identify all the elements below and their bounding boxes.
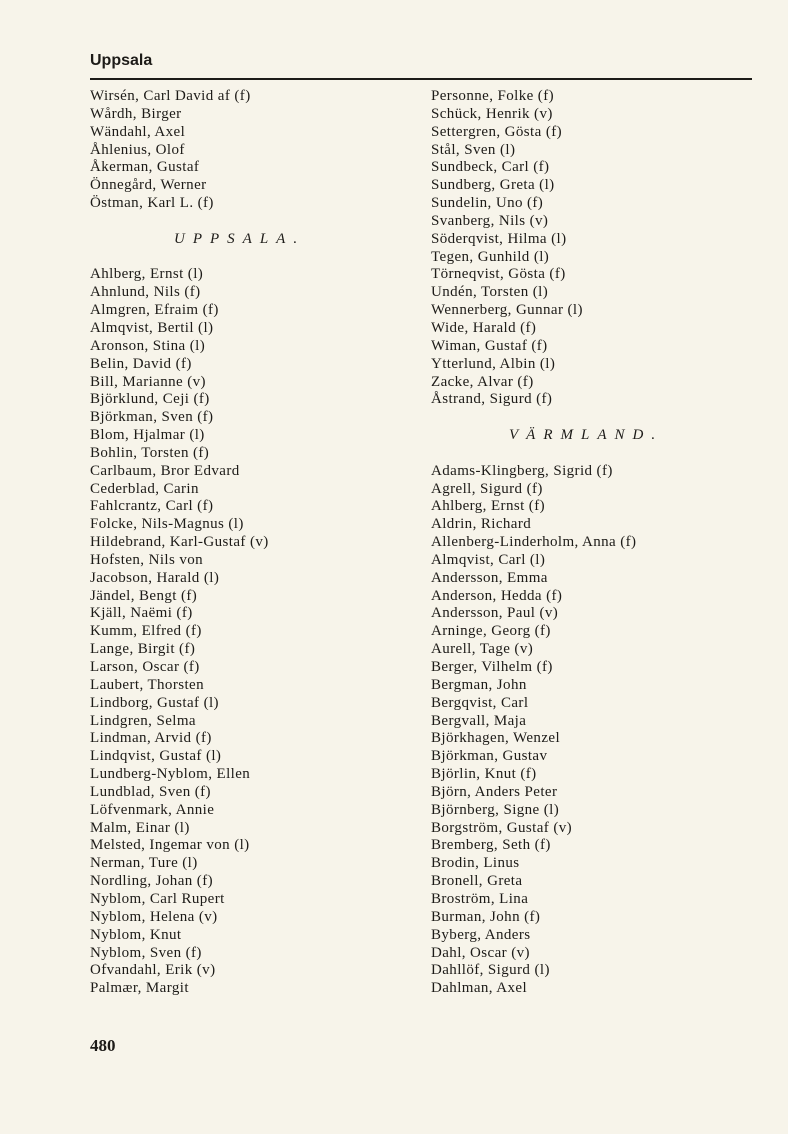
list-item: Björnberg, Signe (l) <box>431 801 560 818</box>
list-item: Björkman, Sven (f) <box>90 409 214 426</box>
list-item: Åhlenius, Olof <box>90 141 185 158</box>
list-item: Settergren, Gösta (f) <box>431 123 562 140</box>
list-item: Önnegård, Werner <box>90 177 207 194</box>
list-item: Lundberg-Nyblom, Ellen <box>90 766 251 783</box>
list-item: Aronson, Stina (l) <box>90 337 206 354</box>
list-item: Kumm, Elfred (f) <box>90 623 202 640</box>
list-item: Schück, Henrik (v) <box>431 105 553 122</box>
list-item: Wårdh, Birger <box>90 105 182 122</box>
right-column <box>431 88 751 998</box>
list-item: Ofvandahl, Erik (v) <box>90 962 216 979</box>
list-item: Bergqvist, Carl <box>431 694 529 711</box>
list-item: Lange, Birgit (f) <box>90 641 196 658</box>
list-item: Wirsén, Carl David af (f) <box>90 88 251 104</box>
list-item: Fahlcrantz, Carl (f) <box>90 498 214 515</box>
list-item: Malm, Einar (l) <box>90 819 190 836</box>
list-item: Björklund, Ceji (f) <box>90 391 210 408</box>
section-heading: UPPSALA. <box>174 230 306 247</box>
list-item: Belin, David (f) <box>90 355 192 372</box>
spacer <box>431 409 751 427</box>
list-item: Jändel, Bengt (f) <box>90 587 198 604</box>
page-number: 480 <box>90 1036 116 1055</box>
entry-list <box>431 463 751 998</box>
list-item: Åkerman, Gustaf <box>90 159 200 176</box>
entry-list <box>431 88 751 409</box>
list-item: Sundelin, Uno (f) <box>431 195 544 212</box>
list-item: Larson, Oscar (f) <box>90 659 200 675</box>
list-item: Borgström, Gustaf (v) <box>431 819 573 836</box>
list-item: Berger, Vilhelm (f) <box>431 659 553 675</box>
list-item: Andersson, Paul (v) <box>431 605 559 622</box>
list-item: Arninge, Georg (f) <box>431 623 551 640</box>
list-item: Söderqvist, Hilma (l) <box>431 230 567 247</box>
list-item: Wiman, Gustaf (f) <box>431 337 548 354</box>
list-item: Hofsten, Nils von <box>90 551 204 568</box>
list-item: Dahl, Oscar (v) <box>431 944 530 961</box>
list-item: Björlin, Knut (f) <box>431 766 537 783</box>
list-item: Adams-Klingberg, Sigrid (f) <box>431 462 613 479</box>
list-item: Löfvenmark, Annie <box>90 801 215 818</box>
header-rule <box>90 78 752 80</box>
list-item: Brodin, Linus <box>431 855 520 872</box>
list-item: Blom, Hjalmar (l) <box>90 427 205 444</box>
list-item: Melsted, Ingemar von (l) <box>90 837 250 854</box>
list-item: Nerman, Ture (l) <box>90 855 198 872</box>
list-item: Bergvall, Maja <box>431 712 527 729</box>
entry-list <box>90 266 410 998</box>
list-item: Björkhagen, Wenzel <box>431 730 561 747</box>
spacer <box>90 249 410 267</box>
list-item: Wennerberg, Gunnar (l) <box>431 302 583 319</box>
list-item: Björkman, Gustav <box>431 748 548 765</box>
list-item: Laubert, Thorsten <box>90 676 204 693</box>
list-item: Hildebrand, Karl-Gustaf (v) <box>90 534 269 551</box>
list-item: Lindqvist, Gustaf (l) <box>90 748 222 765</box>
spacer <box>431 445 751 463</box>
list-item: Allenberg-Linderholm, Anna (f) <box>431 534 637 551</box>
list-item: Bergman, John <box>431 676 527 693</box>
list-item: Jacobson, Harald (l) <box>90 569 220 586</box>
list-item: Nordling, Johan (f) <box>90 873 213 890</box>
list-item: Tegen, Gunhild (l) <box>431 248 550 265</box>
list-item: Dahllöf, Sigurd (l) <box>431 962 550 979</box>
list-item: Östman, Karl L. (f) <box>90 195 214 212</box>
list-item: Stål, Sven (l) <box>431 141 516 158</box>
spacer <box>90 213 410 231</box>
running-head: Uppsala <box>90 52 153 69</box>
list-item: Wide, Harald (f) <box>431 319 537 336</box>
list-item: Almqvist, Bertil (l) <box>90 319 214 336</box>
list-item: Ahnlund, Nils (f) <box>90 284 201 301</box>
section-heading: VÄRMLAND. <box>509 427 664 444</box>
entry-list <box>90 88 410 213</box>
list-item: Undén, Torsten (l) <box>431 284 549 301</box>
list-item: Lindgren, Selma <box>90 712 196 729</box>
list-item: Folcke, Nils-Magnus (l) <box>90 516 244 533</box>
left-column <box>90 88 410 998</box>
list-item: Wändahl, Axel <box>90 123 186 140</box>
list-item: Lindman, Arvid (f) <box>90 730 212 747</box>
list-item: Nyblom, Carl Rupert <box>90 890 225 907</box>
list-item: Svanberg, Nils (v) <box>431 212 549 229</box>
list-item: Ahlberg, Ernst (f) <box>431 498 545 515</box>
list-item: Agrell, Sigurd (f) <box>431 480 543 497</box>
list-item: Björn, Anders Peter <box>431 783 558 800</box>
list-item: Cederblad, Carin <box>90 480 199 497</box>
list-item: Bohlin, Torsten (f) <box>90 444 210 461</box>
list-item: Almgren, Efraim (f) <box>90 302 219 319</box>
list-item: Carlbaum, Bror Edvard <box>90 462 240 479</box>
list-item: Ytterlund, Albin (l) <box>431 355 556 372</box>
list-item: Aurell, Tage (v) <box>431 641 534 658</box>
list-item: Byberg, Anders <box>431 926 531 943</box>
list-item: Nyblom, Knut <box>90 926 182 943</box>
list-item: Bill, Marianne (v) <box>90 373 206 390</box>
list-item: Anderson, Hedda (f) <box>431 587 563 604</box>
list-item: Personne, Folke (f) <box>431 88 554 104</box>
list-item: Sundbeck, Carl (f) <box>431 159 550 176</box>
list-item: Almqvist, Carl (l) <box>431 551 546 568</box>
list-item: Bremberg, Seth (f) <box>431 837 551 854</box>
list-item: Bronell, Greta <box>431 873 523 890</box>
list-item: Palmær, Margit <box>90 980 189 997</box>
list-item: Nyblom, Helena (v) <box>90 908 218 925</box>
list-item: Ahlberg, Ernst (l) <box>90 266 204 283</box>
list-item: Aldrin, Richard <box>431 516 532 533</box>
list-item: Sundberg, Greta (l) <box>431 177 555 194</box>
list-item: Dahlman, Axel <box>431 980 528 997</box>
list-item: Nyblom, Sven (f) <box>90 944 202 961</box>
list-item: Lundblad, Sven (f) <box>90 783 211 800</box>
list-item: Lindborg, Gustaf (l) <box>90 694 219 711</box>
list-item: Kjäll, Naëmi (f) <box>90 605 193 622</box>
list-item: Åstrand, Sigurd (f) <box>431 391 553 408</box>
list-item: Broström, Lina <box>431 890 529 907</box>
list-item: Törneqvist, Gösta (f) <box>431 266 566 283</box>
list-item: Andersson, Emma <box>431 569 548 586</box>
list-item: Zacke, Alvar (f) <box>431 373 534 390</box>
list-item: Burman, John (f) <box>431 908 541 925</box>
